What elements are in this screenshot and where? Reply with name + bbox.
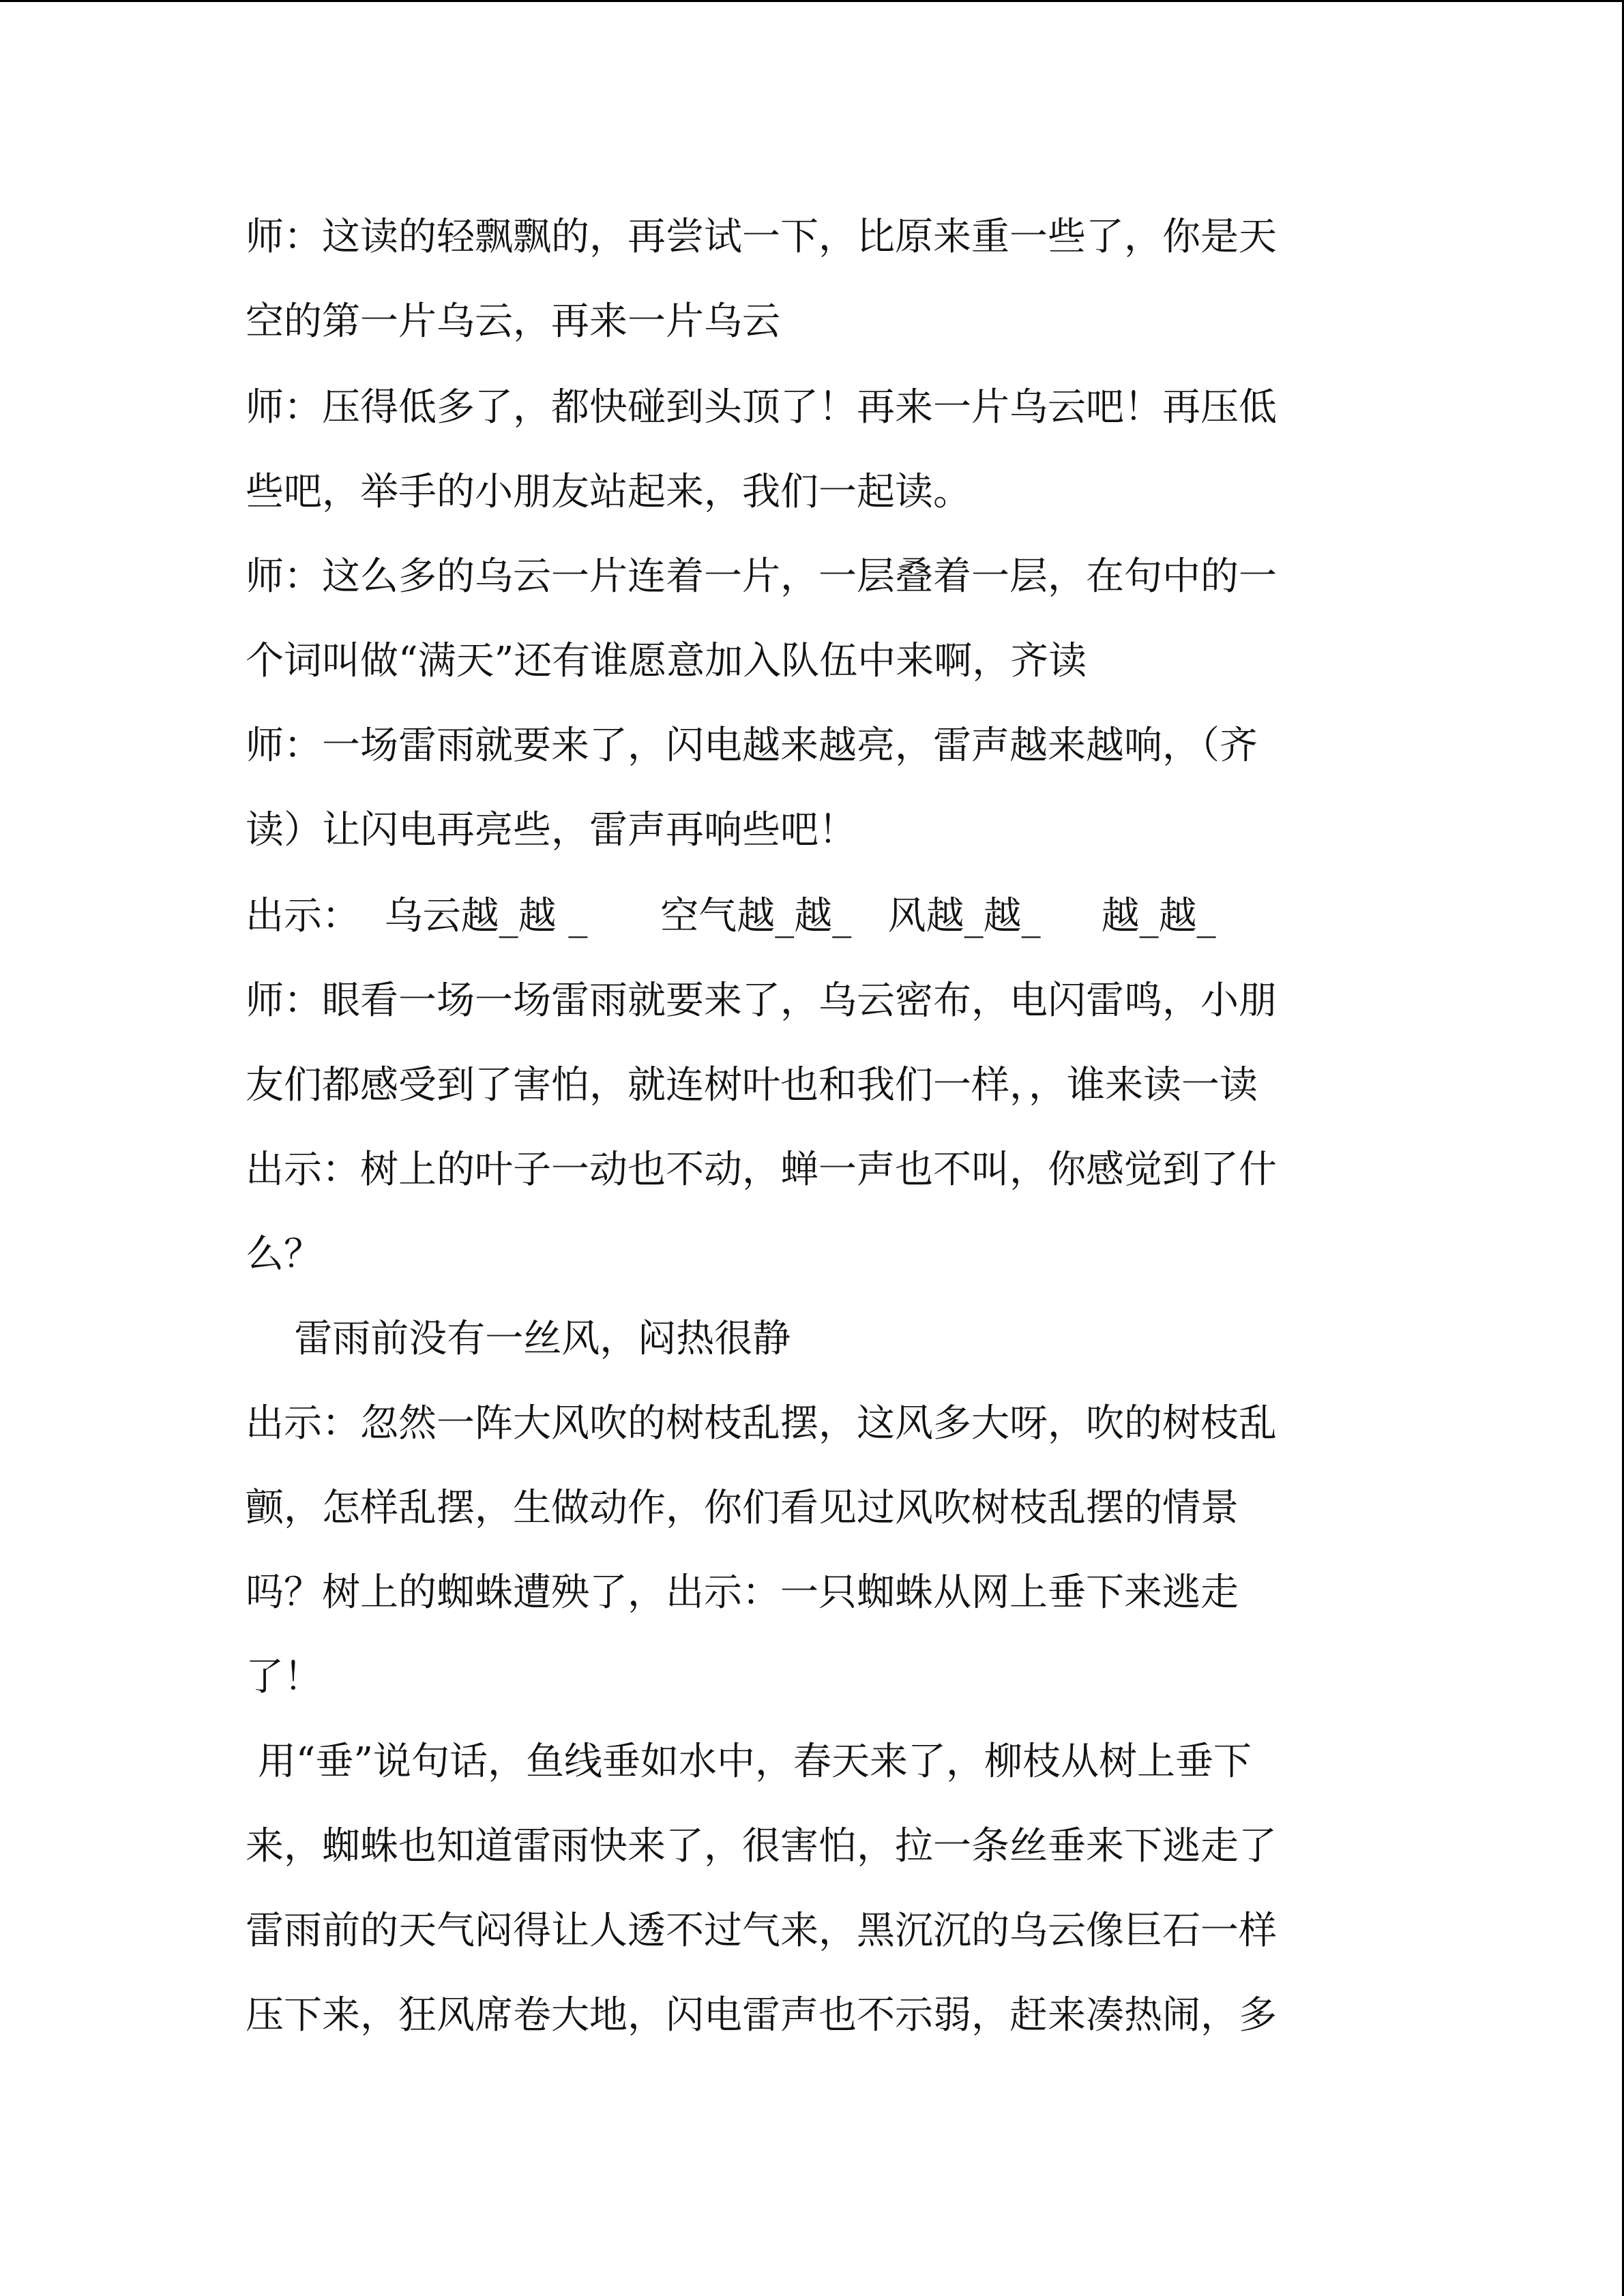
text-line: 师：压得低多了，都快碰到头顶了！再来一片乌云吧！再压低 [246,385,1277,430]
text-line: 雷雨前的天气闷得让人透不过气来，黑沉沉的乌云像巨石一样 [246,1909,1277,1953]
text-line: 出示：树上的叶子一动也不动，蝉一声也不叫，你感觉到了什 [246,1148,1277,1192]
text-line: 读）让闪电再亮些，雷声再响些吧！ [246,808,857,852]
text-line: 师：这读的轻飘飘的，再尝试一下，比原来重一些了，你是天 [246,215,1277,259]
text-line: 用“垂”说句话，鱼线垂如水中，春天来了，柳枝从树上垂下 [246,1740,1252,1784]
text-line: 师：一场雷雨就要来了，闪电越来越亮，雷声越来越响，（齐 [246,724,1258,768]
text-line: 空的第一片乌云，再来一片乌云 [246,299,780,344]
text-line: 来，蜘蛛也知道雷雨快来了，很害怕，拉一条丝垂来下逃走了 [246,1824,1277,1868]
text-line: 师：眼看一场一场雷雨就要来了，乌云密布，电闪雷鸣，小朋 [246,979,1277,1023]
text-line: 了！ [246,1655,322,1699]
text-line: 些吧，举手的小朋友站起来，我们一起读。 [246,470,971,514]
text-line: 么？ [246,1232,322,1277]
text-line: 出示： 乌云越_越 _ 空气越_越_ 风越_越_ 越_越_ [246,894,1216,938]
text-line: 友们都感受到了害怕，就连树叶也和我们一样，，谁来读一读 [246,1063,1258,1107]
text-line: 师：这么多的乌云一片连着一片，一层叠着一层，在句中的一 [246,554,1277,599]
text-line: 个词叫做“满天”还有谁愿意加入队伍中来啊，齐读 [246,639,1087,683]
text-line: 出示：忽然一阵大风吹的树枝乱摆，这风多大呀，吹的树枝乱 [246,1401,1277,1446]
text-line: 压下来，狂风席卷大地，闪电雷声也不示弱，赶来凑热闹，多 [246,1993,1277,2038]
text-line: 雷雨前没有一丝风，闷热很静 [246,1317,791,1361]
text-line: 吗？树上的蜘蛛遭殃了，出示：一只蜘蛛从网上垂下来逃走 [246,1570,1239,1615]
text-line: 颤，怎样乱摆，生做动作，你们看见过风吹树枝乱摆的情景 [246,1486,1239,1530]
